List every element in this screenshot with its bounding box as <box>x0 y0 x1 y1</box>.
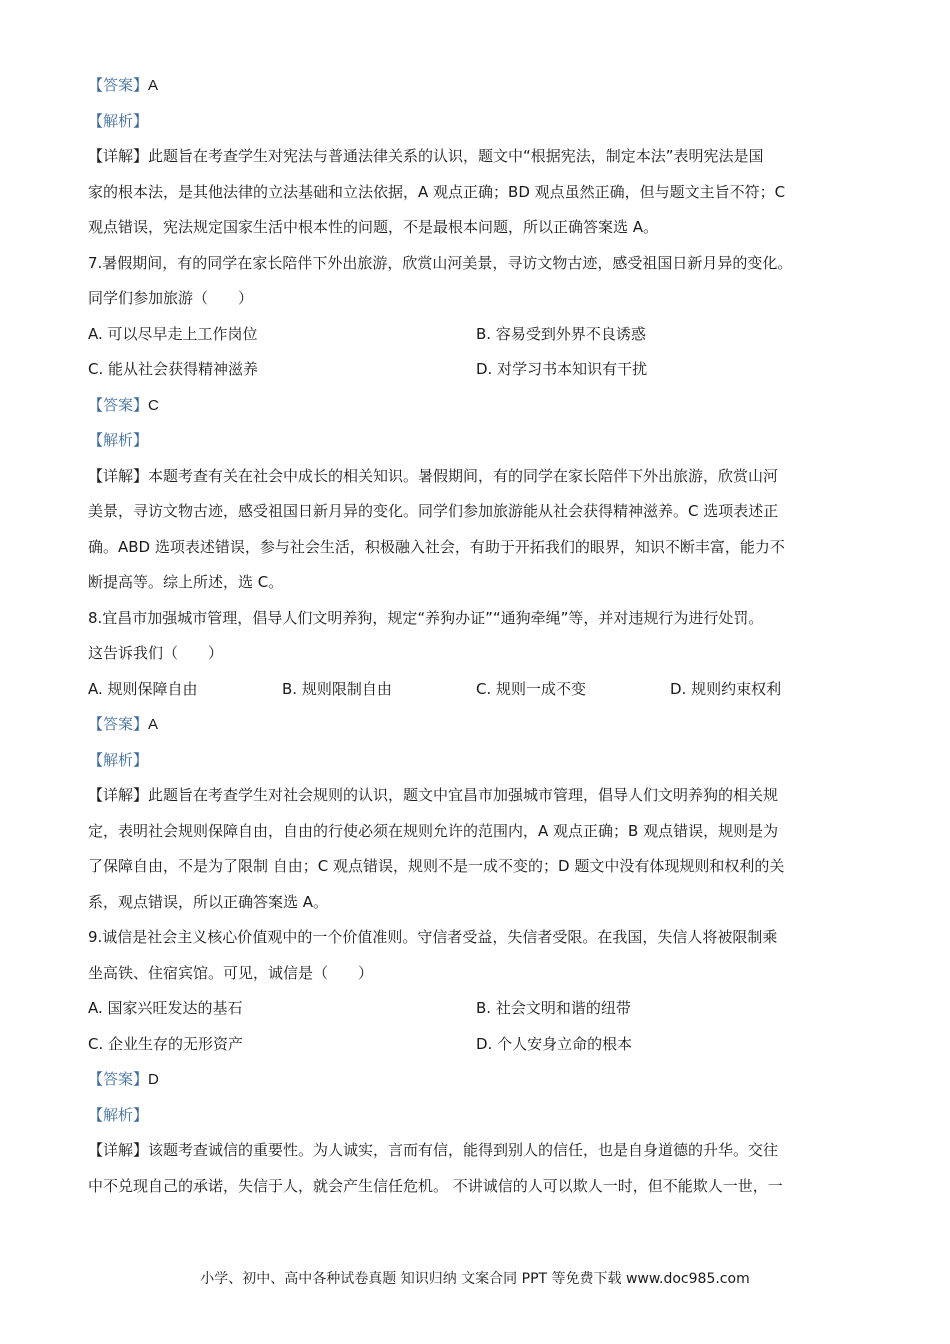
options-row <box>88 991 878 1027</box>
answer-value: A <box>148 77 159 94</box>
answer-value: C <box>148 396 159 414</box>
answer-value: D <box>148 1071 159 1088</box>
detail-line: 断提高等。综上所述，选 C。 <box>88 573 284 591</box>
option-b: B. 社会文明和谐的纽带 <box>476 999 631 1017</box>
option-c: C. 规则一成不变 <box>476 679 587 698</box>
answer-line <box>88 68 878 104</box>
options-row <box>88 352 878 388</box>
question-stem: 7.暑假期间，有的同学在家长陪伴下外出旅游，欣赏山河美景，寻访文物古迹，感受祖国日新月异的变化。 <box>88 253 793 272</box>
detail-line: 系，观点错误，所以正确答案选 A。 <box>88 892 329 911</box>
detail-text: 该题考查诚信的重要性。为人诚实，言而有信，能得到别人的信任，也是自身道德的升华。交往 <box>148 1141 779 1159</box>
analysis-tag: 【解析】 <box>88 1105 149 1124</box>
analysis-tag: 【解析】 <box>88 431 149 449</box>
answer-line <box>88 1062 878 1098</box>
detail-line <box>88 139 878 175</box>
detail-line: 美景，寻访文物古迹，感受祖国日新月异的变化。同学们参加旅游能从社会获得精神滋养。C 选项表述正 <box>88 502 779 520</box>
analysis-tag: 【解析】 <box>88 750 149 769</box>
detail-line <box>88 778 878 814</box>
detail-line: 中不兑现自己的承诺，失信于人，就会产生信任危机。 不讲诚信的人可以欺人一时，但不能欺人一世，一 <box>88 1176 783 1195</box>
detail-tag: 【详解】 <box>88 786 149 804</box>
option-a: A. 国家兴旺发达的基石 <box>88 999 243 1017</box>
answer-value: A <box>148 716 159 733</box>
question-stem: 这告诉我们（ ） <box>88 644 224 662</box>
option-a: A. 可以尽早走上工作岗位 <box>88 324 258 343</box>
option-b: B. 容易受到外界不良诱惑 <box>476 324 646 343</box>
document-body <box>88 68 878 1204</box>
options-row <box>88 672 878 708</box>
question-stem: 坐高铁、住宿宾馆。可见，诚信是（ ） <box>88 963 374 982</box>
detail-line: 定，表明社会规则保障自由，自由的行使必须在规则允许的范围内，A 观点正确；B 观点错误，规则是为 <box>88 821 779 840</box>
analysis-line <box>88 423 878 459</box>
option-d: D. 个人安身立命的根本 <box>476 1034 633 1053</box>
option-d: D. 规则约束权利 <box>670 679 782 698</box>
answer-line <box>88 388 878 424</box>
options-row <box>88 1027 878 1063</box>
detail-line: 家的根本法，是其他法律的立法基础和立法依据，A 观点正确；BD 观点虽然正确，但与题文主旨不符；C <box>88 182 786 201</box>
option-a: A. 规则保障自由 <box>88 679 198 698</box>
detail-line <box>88 1133 878 1169</box>
question-stem: 9.诚信是社会主义核心价值观中的一个价值准则。守信者受益，失信者受限。在我国，失信人将被限制乘 <box>88 928 778 946</box>
page-footer: 小学、初中、高中各种试卷真题 知识归纳 文案合同 PPT 等免费下载 www.doc985.com <box>200 1271 750 1287</box>
options-row <box>88 317 878 353</box>
option-c: C. 企业生存的无形资产 <box>88 1034 244 1053</box>
detail-text: 本题考查有关在社会中成长的相关知识。暑假期间，有的同学在家长陪伴下外出旅游，欣赏山河 <box>148 466 779 485</box>
answer-line <box>88 707 878 743</box>
detail-line: 了保障自由，不是为了限制 自由；C 观点错误，规则不是一成不变的；D 题文中没有体现规则和权利的关 <box>88 857 785 875</box>
question-stem: 8.宜昌市加强城市管理，倡导人们文明养狗，规定“养狗办证”“通狗牵绳”等，并对违规行为进行处罚。 <box>88 608 764 627</box>
detail-line: 确。ABD 选项表述错误，参与社会生活，积极融入社会，有助于开拓我们的眼界，知识不断丰富，能力不 <box>88 537 785 556</box>
detail-tag: 【详解】 <box>88 466 149 485</box>
option-c: C. 能从社会获得精神滋养 <box>88 360 259 378</box>
detail-line <box>88 459 878 495</box>
option-b: B. 规则限制自由 <box>282 679 392 698</box>
option-d: D. 对学习书本知识有干扰 <box>476 360 648 378</box>
detail-tag: 【详解】 <box>88 1141 149 1159</box>
detail-text: 此题旨在考查学生对宪法与普通法律关系的认识，题文中“根据宪法，制定本法”表明宪法是国 <box>148 147 764 165</box>
question-stem: 同学们参加旅游（ ） <box>88 289 254 307</box>
answer-tag: 【答案】 <box>88 715 149 733</box>
detail-tag: 【详解】 <box>88 147 149 165</box>
detail-text: 此题旨在考查学生对社会规则的认识，题文中宜昌市加强城市管理，倡导人们文明养狗的相关规 <box>148 786 779 804</box>
analysis-line <box>88 1098 878 1134</box>
analysis-line <box>88 104 878 140</box>
analysis-tag: 【解析】 <box>88 111 149 130</box>
answer-tag: 【答案】 <box>88 395 149 414</box>
answer-tag: 【答案】 <box>88 1070 149 1088</box>
detail-line: 观点错误，宪法规定国家生活中根本性的问题，不是最根本问题，所以正确答案选 A。 <box>88 218 659 236</box>
answer-tag: 【答案】 <box>88 76 149 94</box>
analysis-line <box>88 743 878 779</box>
